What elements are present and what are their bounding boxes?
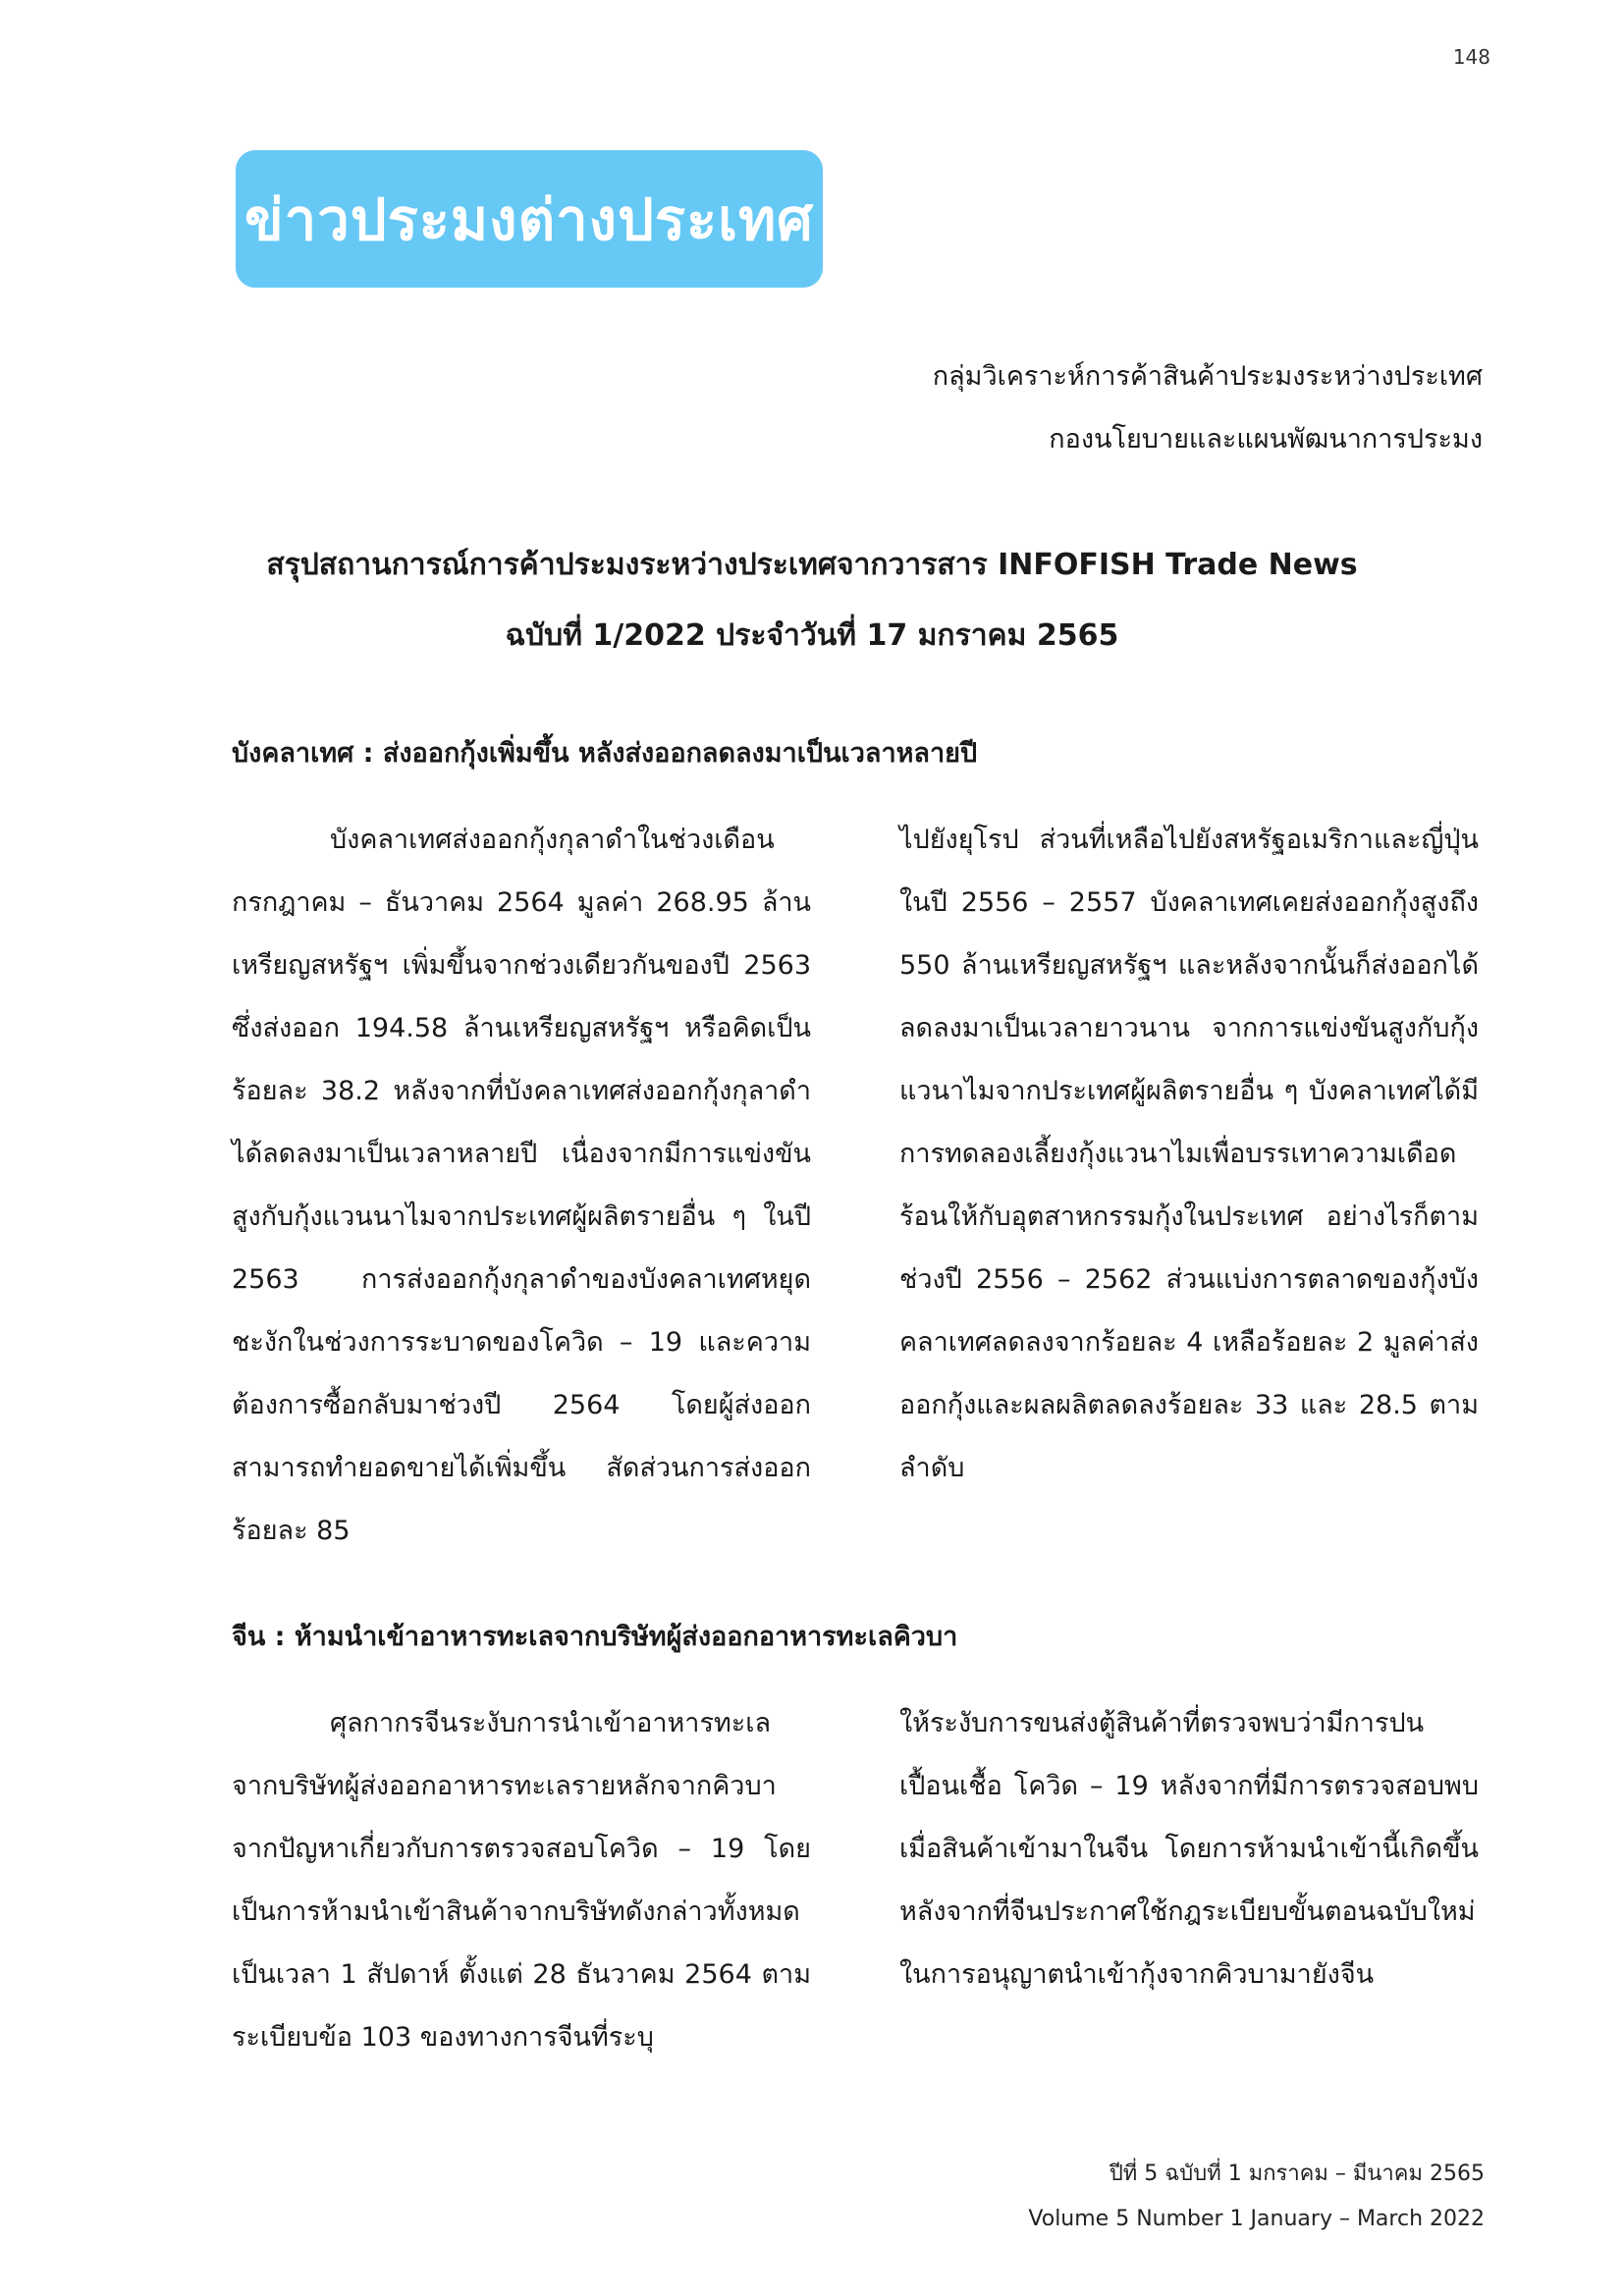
article-columns: [232, 809, 1479, 1563]
main-title-line-1: สรุปสถานการณ์การค้าประมงระหว่างประเทศจากวารสาร INFOFISH Trade News: [266, 548, 1358, 582]
article-bangladesh: [232, 734, 1479, 1563]
article-left-column: [232, 809, 811, 1563]
article-columns: [232, 1692, 1479, 2069]
article-china: [232, 1618, 1479, 2069]
footer-line-english: Volume 5 Number 1 January – March 2022: [1028, 2207, 1485, 2231]
article-right-column: [899, 809, 1479, 1563]
article-right-column: [899, 1692, 1479, 2069]
main-title: [137, 530, 1487, 671]
author-line-2: กองนโยบายและแผนพัฒนาการประมง: [1049, 424, 1483, 454]
article-heading: บังคลาเทศ : ส่งออกกุ้งเพิ่มขึ้น หลังส่งออกลดลงมาเป็นเวลาหลายปี: [232, 738, 978, 769]
section-banner: [236, 150, 823, 288]
footer-line-thai: ปีที่ 5 ฉบับที่ 1 มกราคม – มีนาคม 2565: [1109, 2162, 1485, 2186]
article-paragraph: ให้ระงับการขนส่งตู้สินค้าที่ตรวจพบว่ามีการปนเปื้อนเชื้อ โควิด – 19 หลังจากที่มีการตรวจสอบพบเมื่อสินค้าเข้ามาในจีน โดยการห้ามนำเข้านี้เกิดขึ้นหลังจากที่จีนประกาศใช้กฎระเบียบขั้นตอนฉบับใหม่ในการอนุญาตนำเข้ากุ้งจากคิวบามายังจีน: [899, 1708, 1479, 1990]
page-number: 148: [1452, 45, 1490, 69]
article-left-column: [232, 1692, 811, 2069]
article-paragraph: บังคลาเทศส่งออกกุ้งกุลาดำในช่วงเดือน กรกฎาคม – ธันวาคม 2564 มูลค่า 268.95 ล้านเหรียญสหรัฐฯ เพิ่มขึ้นจากช่วงเดียวกันของปี 2563 ซึ่งส่งออก 194.58 ล้านเหรียญสหรัฐฯ หรือคิดเป็นร้อยละ 38.2 หลังจากที่บังคลาเทศส่งออกกุ้งกุลาดำได้ลดลงมาเป็นเวลาหลายปี เนื่องจากมีการแข่งขันสูงกับกุ้งแวนนาไมจากประเทศผู้ผลิตรายอื่น ๆ ในปี 2563 การส่งออกกุ้งกุลาดำของบังคลาเทศหยุดชะงักในช่วงการระบาดของโควิด – 19 และความต้องการซื้อกลับมาช่วงปี 2564 โดยผู้ส่งออกสามารถทำยอดขายได้เพิ่มขึ้น สัดส่วนการส่งออกร้อยละ 85: [232, 825, 811, 1546]
section-title: ข่าวประมงต่างประเทศ: [244, 186, 814, 253]
article-paragraph: ไปยังยุโรป ส่วนที่เหลือไปยังสหรัฐอเมริกาและญี่ปุ่น ในปี 2556 – 2557 บังคลาเทศเคยส่งออกกุ้งสูงถึง 550 ล้านเหรียญสหรัฐฯ และหลังจากนั้นก็ส่งออกได้ลดลงมาเป็นเวลายาวนาน จากการแข่งขันสูงกับกุ้งแวนาไมจากประเทศผู้ผลิตรายอื่น ๆ บังคลาเทศได้มีการทดลองเลี้ยงกุ้งแวนาไมเพื่อบรรเทาความเดือดร้อนให้กับอุตสาหกรรมกุ้งในประเทศ อย่างไรก็ตามช่วงปี 2556 – 2562 ส่วนแบ่งการตลาดของกุ้งบังคลาเทศลดลงจากร้อยละ 4 เหลือร้อยละ 2 มูลค่าส่งออกกุ้งและผลผลิตลดลงร้อยละ 33 และ 28.5 ตามลำดับ: [899, 825, 1479, 1483]
main-title-line-2: ฉบับที่ 1/2022 ประจำวันที่ 17 มกราคม 2565: [505, 618, 1119, 653]
article-heading: จีน : ห้ามนำเข้าอาหารทะเลจากบริษัทผู้ส่งออกอาหารทะเลคิวบา: [232, 1622, 958, 1652]
author-block: [933, 346, 1483, 471]
article-paragraph: ศุลกากรจีนระงับการนำเข้าอาหารทะเลจากบริษัทผู้ส่งออกอาหารทะเลรายหลักจากคิวบาจากปัญหาเกี่ยวกับการตรวจสอบโควิด – 19 โดยเป็นการห้ามนำเข้าสินค้าจากบริษัทดังกล่าวทั้งหมดเป็นเวลา 1 สัปดาห์ ตั้งแต่ 28 ธันวาคม 2564 ตามระเบียบข้อ 103 ของทางการจีนที่ระบุ: [232, 1708, 811, 2053]
page-footer: [1028, 2152, 1485, 2242]
author-line-1: กลุ่มวิเคราะห์การค้าสินค้าประมงระหว่างประเทศ: [932, 361, 1483, 392]
